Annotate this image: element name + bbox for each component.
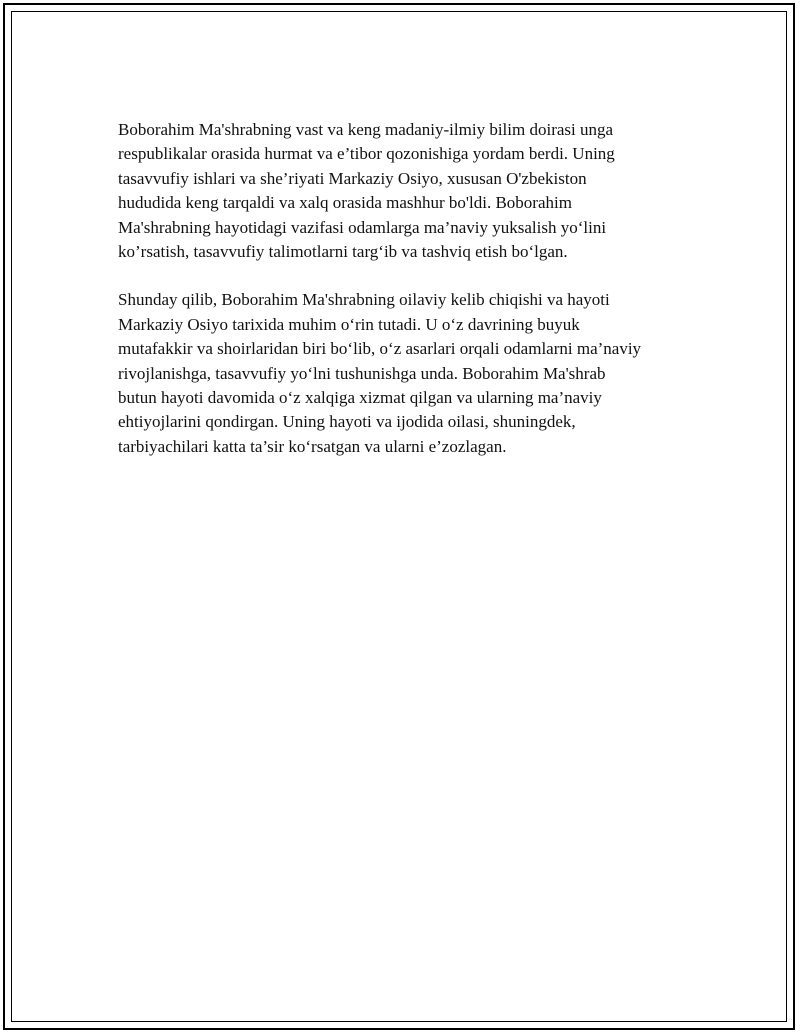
text-line: Markaziy Osiyo tarixida muhim o‘rin tutadi. U o‘z davrining buyuk <box>118 314 580 334</box>
text-line: ko’rsatish, tasavvufiy talimotlarni targ‘ib va tashviq etish bo‘lgan. <box>118 242 568 262</box>
text-line: hududida keng tarqaldi va xalq orasida mashhur bo'ldi. Boborahim <box>118 193 572 213</box>
document-body <box>118 118 696 483</box>
text-line: ehtiyojlarini qondirgan. Uning hayoti va ijodida oilasi, shuningdek, <box>118 412 576 432</box>
text-line: butun hayoti davomida o‘z xalqiga xizmat qilgan va ularning ma’naviy <box>118 388 602 408</box>
text-line: tarbiyachilari katta ta’sir ko‘rsatgan va ularni e’zozlagan. <box>118 436 507 456</box>
paragraph-1 <box>118 118 696 264</box>
text-line: rivojlanishga, tasavvufiy yo‘lni tushunishga unda. Boborahim Ma'shrab <box>118 363 606 383</box>
text-line: Ma'shrabning hayotidagi vazifasi odamlarga ma’naviy yuksalish yo‘lini <box>118 217 607 237</box>
text-line: Boborahim Ma'shrabning vast va keng madaniy-ilmiy bilim doirasi unga <box>118 120 614 139</box>
text-line: mutafakkir va shoirlaridan biri bo‘lib, o‘z asarlari orqali odamlarni ma’naviy <box>118 339 642 359</box>
text-line: tasavvufiy ishlari va she’riyati Markaziy Osiyo, xususan O'zbekiston <box>118 168 587 188</box>
text-line: respublikalar orasida hurmat va e’tibor qozonishiga yordam berdi. Uning <box>118 144 615 164</box>
paragraph-2 <box>118 288 696 459</box>
text-line: Shunday qilib, Boborahim Ma'shrabning oilaviy kelib chiqishi va hayoti <box>118 290 610 310</box>
